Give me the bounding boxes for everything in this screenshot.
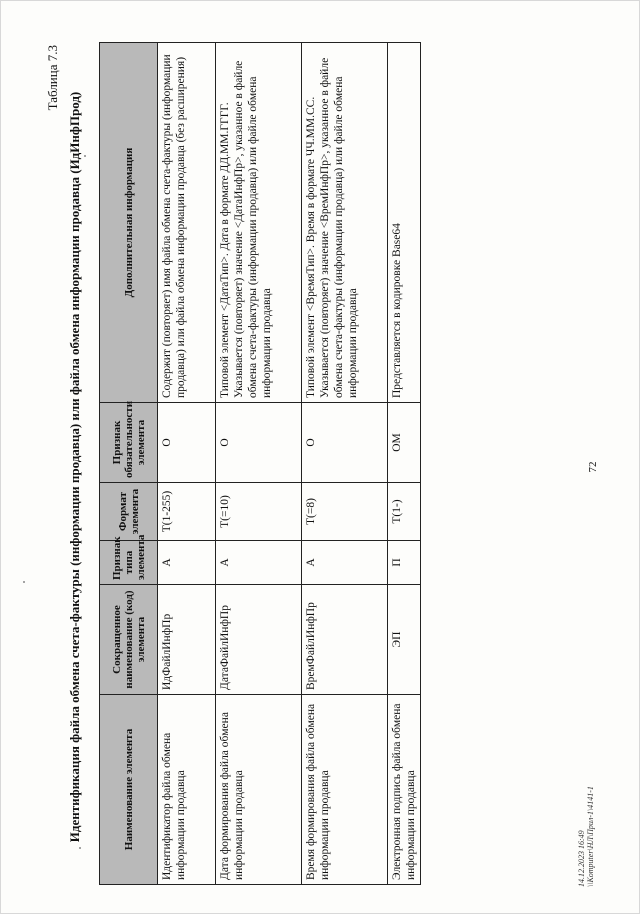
header-cell: Дополнительная информация [100, 43, 158, 403]
table-row [388, 43, 421, 885]
cell-required: О [158, 403, 216, 483]
cell-code: ВремФайлИнфПр [302, 585, 388, 695]
data-table [99, 42, 421, 885]
table-row [302, 43, 388, 885]
table-row [216, 43, 302, 885]
table-row [158, 43, 216, 885]
cell-type: П [388, 541, 421, 585]
cell-info: Типовой элемент <ВремяТип>. Время в формате ЧЧ.ММ.СС. Указывается (повторяет) значение <ВремИнфПр>, указанное в файле обмена счета-фактуры (информации продавца) или файле обмена информации продавца [302, 43, 388, 403]
cell-required: ОМ [388, 403, 421, 483]
page-number: 72 [587, 461, 599, 473]
footer-date: 14.12.2023 16:49 [577, 830, 586, 887]
cell-name: Идентификатор файла обмена информации продавца [158, 695, 216, 885]
cell-format: T(=8) [302, 483, 388, 541]
cell-info: Представляется в кодировке Base64 [388, 43, 421, 403]
header-cell: Признак обязательности элемента [100, 403, 158, 483]
cell-format: T(=10) [216, 483, 302, 541]
cell-info: Содержит (повторяет) имя файла обмена счета-фактуры (информации продавца) или файла обмена информации продавца (без расширения) [158, 43, 216, 403]
header-cell: Сокращенное наименование (код) элемента [100, 585, 158, 695]
cell-name: Электронная подпись файла обмена информации продавца [388, 695, 421, 885]
cell-type: А [216, 541, 302, 585]
footer-path: \\Komputer\НЛ\Прил-1\4141-1 [586, 786, 595, 887]
cell-required: О [302, 403, 388, 483]
footer-stamp [577, 786, 595, 887]
cell-name: Время формирования файла обмена информации продавца [302, 695, 388, 885]
table-header-row [100, 43, 158, 885]
cell-type: А [158, 541, 216, 585]
cell-code: ДатаФайлИнфПр [216, 585, 302, 695]
rotated-content [19, 37, 619, 897]
table-title: Идентификация файла обмена счета-фактуры (информации продавца) или файла обмена информации продавца (ИдИнфПрод) [67, 91, 82, 843]
cell-format: T(1-) [388, 483, 421, 541]
header-cell: Формат элемента [100, 483, 158, 541]
cell-code: ЭП [388, 585, 421, 695]
header-cell: Наименование элемента [100, 695, 158, 885]
cell-info: Типовой элемент <ДатаТип>. Дата в формате ДД.ММ.ГГГГ. Указывается (повторяет) значение <ДатаИнфПр>, указанное в файле обмена счета-фактуры (информации продавца) или файле обмена информации продавца [216, 43, 302, 403]
cell-type: А [302, 541, 388, 585]
table-label: Таблица 7.3 [45, 45, 60, 111]
cell-required: О [216, 403, 302, 483]
cell-code: ИдФайлИнфПр [158, 585, 216, 695]
cell-name: Дата формирования файла обмена информации продавца [216, 695, 302, 885]
header-cell: Признак типа элемента [100, 541, 158, 585]
cell-format: T(1-255) [158, 483, 216, 541]
